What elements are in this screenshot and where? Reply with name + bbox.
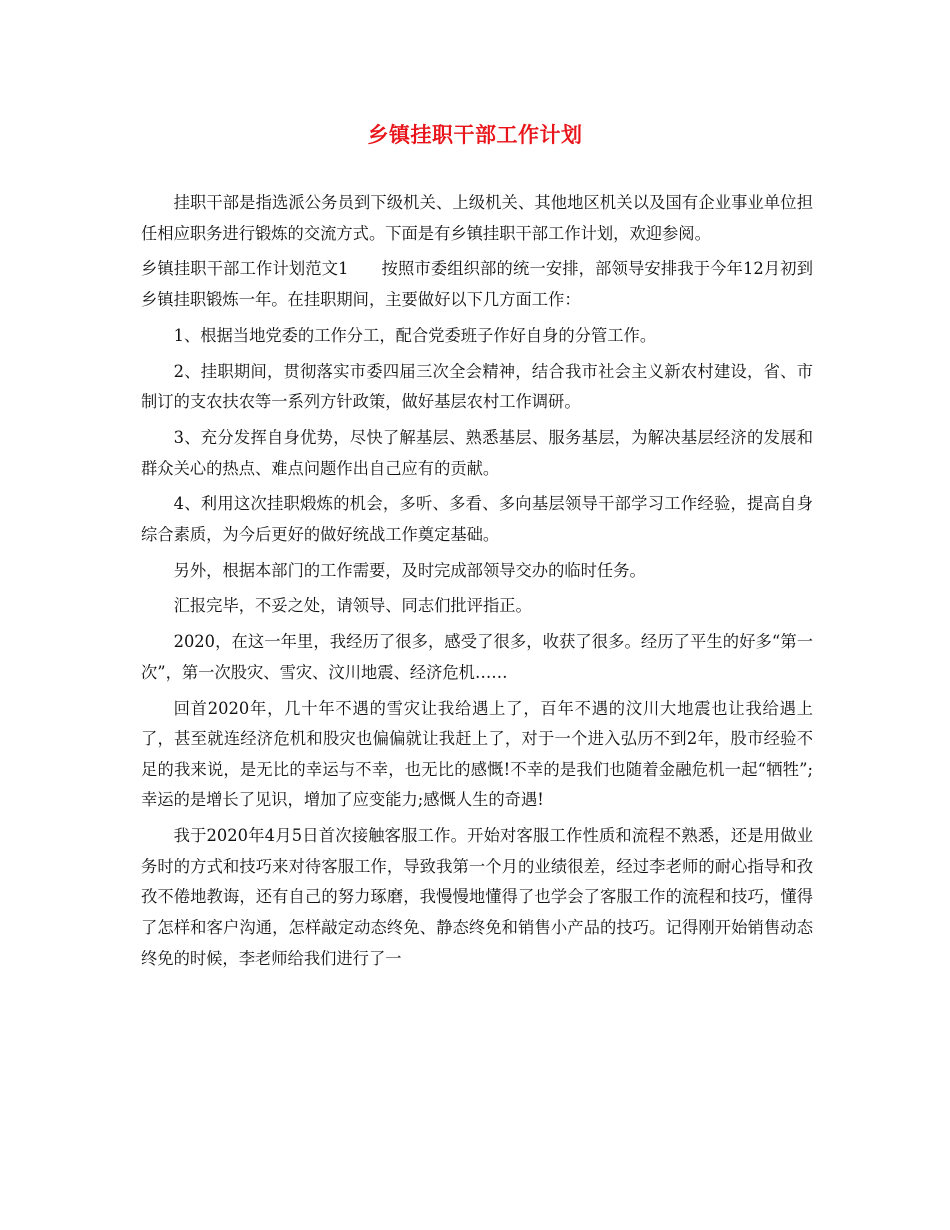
paragraph: 3、充分发挥自身优势，尽快了解基层、熟悉基层、服务基层，为解决基层经济的发展和群众关心的热点、难点问题作出自己应有的贡献。 [141,427,813,478]
paragraph: 1、根据当地党委的工作分工，配合党委班子作好自身的分管工作。 [173,325,657,345]
paragraph: 另外，根据本部门的工作需要，及时完成部领导交办的临时任务。 [173,560,646,580]
paragraph: 我于2020年4月5日首次接触客服工作。开始对客服工作性质和流程不熟悉，还是用做业务时的方式和技巧来对待客服工作，导致我第一个月的业绩很差，经过李老师的耐心指导和孜孜不倦地教诲，还有自己的努力琢磨，我慢慢地懂得了也学会了客服工作的流程和技巧，懂得了怎样和客户沟通，怎样敲定动态终免、静态终免和销售小产品的技巧。记得刚开始销售动态终免的时候，李老师给我们进行了一 [141,826,813,968]
document-title: 乡镇挂职干部工作计划 [367,122,583,147]
paragraph: 汇报完毕，不妥之处，请领导、同志们批评指正。 [173,596,532,616]
paragraph: 2、挂职期间，贯彻落实市委四届三次全会精神，结合我市社会主义新农村建设，省、市制订的支农扶农等一系列方针政策，做好基层农村工作调研。 [141,361,813,412]
paragraph: 乡镇挂职干部工作计划范文1 按照市委组织部的统一安排，部领导安排我于今年12月初到乡镇挂职锻炼一年。在挂职期间，主要做好以下几方面工作： [141,259,813,309]
paragraph: 2020，在这一年里，我经历了很多，感受了很多，收获了很多。经历了平生的好多“第一次”，第一次股灾、雪灾、汶川地震、经济危机…… [141,632,813,682]
paragraph: 4、利用这次挂职煅炼的机会，多听、多看、多向基层领导干部学习工作经验，提高自身综合素质，为今后更好的做好统战工作奠定基础。 [141,494,813,544]
document-body [141,188,813,979]
paragraph: 回首2020年，几十年不遇的雪灾让我给遇上了，百年不遇的汶川大地震也让我给遇上了，甚至就连经济危机和股灾也偏偏就让我赶上了，对于一个进入弘历不到2年，股市经验不足的我来说，是无比的幸运与不幸，也无比的感慨!不幸的是我们也随着金融危机一起“牺牲”;幸运的是增长了见识，增加了应变能力;感慨人生的奇遇! [141,698,813,810]
paragraph: 挂职干部是指选派公务员到下级机关、上级机关、其他地区机关以及国有企业事业单位担任相应职务进行锻炼的交流方式。下面是有乡镇挂职干部工作计划，欢迎参阅。 [141,193,813,243]
